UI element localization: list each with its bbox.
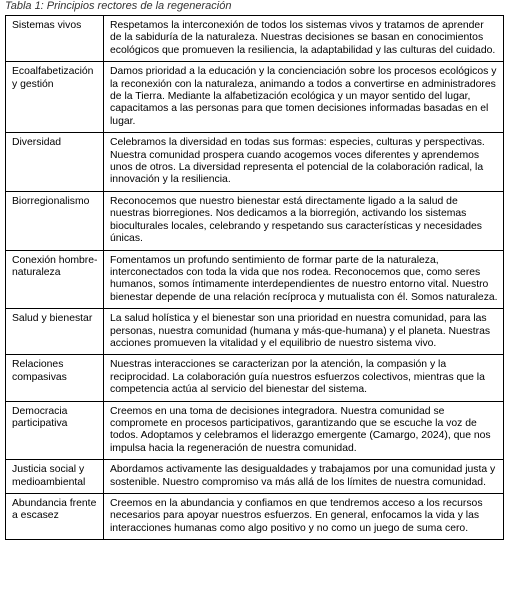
principle-name: Conexión hombre-naturaleza: [6, 250, 104, 309]
table-row: [6, 191, 504, 250]
table-row: [6, 494, 504, 540]
table-row: [6, 16, 504, 62]
table-row: [6, 460, 504, 494]
principle-name: Relaciones compasivas: [6, 355, 104, 401]
table-caption: Tabla 1: Principios rectores de la regeneración: [5, 0, 232, 12]
principle-description: Celebramos la diversidad en todas sus formas: especies, culturas y perspectivas. Nuestra comunidad prospera cuando acogemos voces diferentes y aprendemos unos de otros. La diversidad representa el potencial de la colaboración radical, la innovación y la resiliencia.: [104, 133, 504, 192]
principle-name: Justicia social y medioambiental: [6, 460, 104, 494]
principle-description: Creemos en la abundancia y confiamos en que tendremos acceso a los recursos necesarios para apoyar nuestros esfuerzos. En general, enfocamos la vida y las interacciones humanas como algo positivo y no como un juego de suma cero.: [104, 494, 504, 540]
principle-description: Nuestras interacciones se caracterizan por la atención, la compasión y la reciprocidad. La colaboración guía nuestros esfuerzos colectivos, mientras que la competencia actúa al servicio del bienestar del sistema.: [104, 355, 504, 401]
principle-name: Democracia participativa: [6, 401, 104, 460]
principle-description: La salud holística y el bienestar son una prioridad en nuestra comunidad, para las personas, nuestra comunidad (humana y más-que-humana) y el planeta. Nuestras acciones promueven la vitalidad y el equilibrio de nuestro sistema vivo.: [104, 309, 504, 355]
principle-name: Diversidad: [6, 133, 104, 192]
principle-description: Damos prioridad a la educación y la concienciación sobre los procesos ecológicos y la reconexión con la naturaleza, animando a todos a convertirse en administradores de la Tierra. Mediante la alfabetización ecológica y un mayor sentido del lugar, capacitamos a las personas para que tomen decisiones informadas basadas en el lugar.: [104, 62, 504, 133]
principle-name: Sistemas vivos: [6, 16, 104, 62]
table-row: [6, 401, 504, 460]
principle-description: Abordamos activamente las desigualdades y trabajamos por una comunidad justa y sostenible. Nuestro compromiso va más allá de los límites de nuestra comunidad.: [104, 460, 504, 494]
principle-description: Reconocemos que nuestro bienestar está directamente ligado a la salud de nuestras biorregiones. Nos dedicamos a la biorregión, activando los sistemas bioculturales locales, celebrando y respetando sus características y necesidades únicas.: [104, 191, 504, 250]
table-row: [6, 133, 504, 192]
principle-description: Creemos en una toma de decisiones integradora. Nuestra comunidad se compromete en procesos participativos, garantizando que se escuche la voz de todos. Adoptamos y celebramos el liderazgo emergente (Camargo, 2024), que nos impulsa hacia la regeneración de nuestra comunidad.: [104, 401, 504, 460]
principle-name: Abundancia frente a escasez: [6, 494, 104, 540]
table-row: [6, 250, 504, 309]
principle-name: Salud y bienestar: [6, 309, 104, 355]
table-row: [6, 62, 504, 133]
principles-table: [5, 15, 504, 540]
principle-description: Fomentamos un profundo sentimiento de formar parte de la naturaleza, interconectados con toda la vida que nos rodea. Reconocemos que, como seres humanos, somos íntimamente interdependientes de nuestro entorno vital. Nuestro bienestar depende de una relación recíproca y mutualista con él. Somos naturaleza.: [104, 250, 504, 309]
principle-name: Ecoalfabetización y gestión: [6, 62, 104, 133]
principle-name: Biorregionalismo: [6, 191, 104, 250]
table-row: [6, 309, 504, 355]
principle-description: Respetamos la interconexión de todos los sistemas vivos y tratamos de aprender de la sabiduría de la naturaleza. Nuestras decisiones se basan en conocimientos ecológicos que promueven la resiliencia, la adaptabilidad y las culturas del cuidado.: [104, 16, 504, 62]
table-row: [6, 355, 504, 401]
